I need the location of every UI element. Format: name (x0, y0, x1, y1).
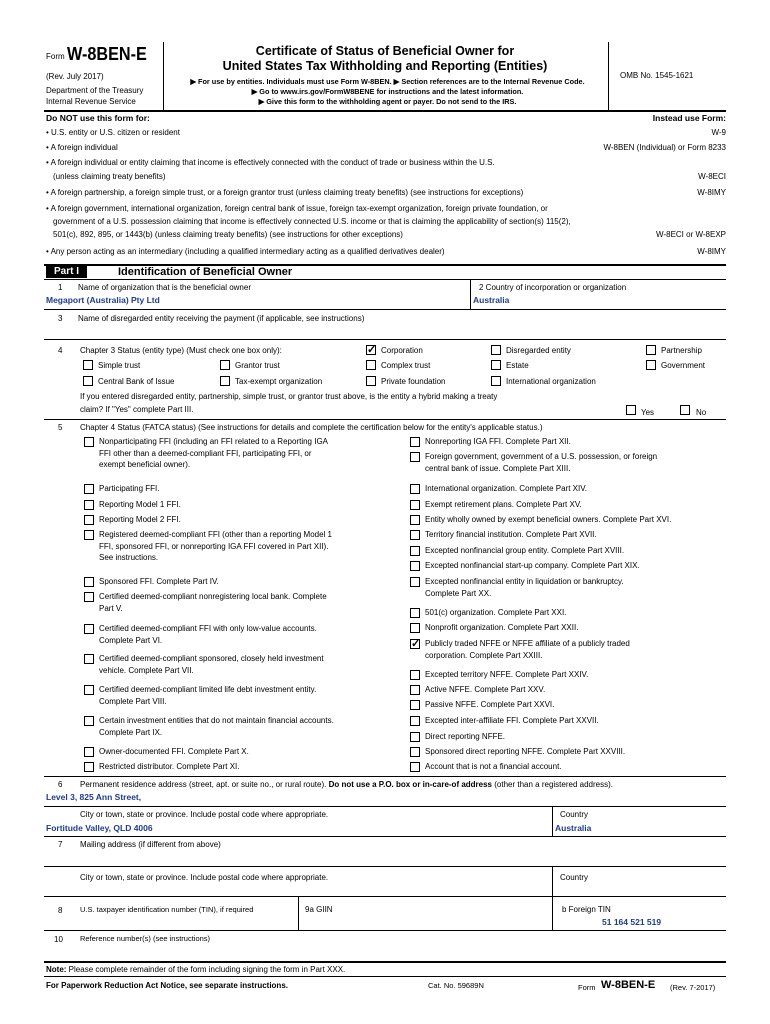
line-6-number: 6 (58, 780, 63, 789)
alternative-form: W-8IMY (697, 188, 726, 197)
chapter-4-option-label: Certified deemed-compliant limited life debt investment entity. (99, 685, 317, 694)
do-not-use-item: • Any person acting as an intermediary (including a qualified intermediary acting as a qualified derivatives dealer) (46, 247, 445, 256)
chapter-4-checkbox[interactable] (410, 685, 420, 695)
chapter-4-option-label: Foreign government, government of a U.S. possession, or foreign (425, 452, 658, 461)
chapter-4-option-label: Complete Part VI. (99, 635, 163, 645)
chapter-4-option-label: Territory financial institution. Complete Part XVII. (425, 530, 597, 539)
chapter-4-option-label: exempt beneficial owner). (99, 460, 191, 469)
line-6-label: Permanent residence address (street, apt. or suite no., or rural route). Do not use a P.O. box or in-care-of address (other than a registered address). (80, 780, 613, 789)
chapter-4-checkbox[interactable] (410, 747, 420, 757)
chapter-3-option-label: Tax-exempt organization (235, 377, 323, 386)
chapter-4-option-label: Part V. (99, 603, 123, 613)
chapter-4-checkbox[interactable] (84, 762, 94, 772)
do-not-use-item: government of a U.S. possession claiming that income is effectively connected U.S. income or that is claiming the applicability of section(s) 115(2), (53, 217, 571, 226)
chapter-4-option-label: FFI other than a deemed-compliant FFI, participating FFI, or (99, 448, 312, 458)
alternative-form: W-8BEN (Individual) or Form 8233 (603, 143, 726, 152)
line-4-label: Chapter 3 Status (entity type) (Must check one box only): (80, 346, 282, 355)
completion-note: Note: Please complete remainder of the form including signing the form in Part XXX. (46, 965, 346, 974)
line-3-number: 3 (58, 314, 63, 323)
permanent-address-field[interactable]: Level 3, 825 Ann Street, (46, 792, 142, 802)
city-field[interactable]: Fortitude Valley, QLD 4006 (46, 823, 153, 833)
chapter-4-option-label: Reporting Model 2 FFI. (99, 515, 181, 524)
chapter-4-checkbox[interactable] (84, 747, 94, 757)
chapter-4-option-label: See instructions. (99, 553, 159, 562)
chapter-3-option-label: Corporation (381, 346, 423, 355)
hybrid-yes-label: Yes (641, 408, 655, 417)
chapter-3-checkbox[interactable] (491, 360, 501, 370)
chapter-4-option-label: corporation. Complete Part XXIII. (425, 650, 543, 660)
chapter-4-checkbox[interactable] (410, 484, 420, 494)
chapter-4-checkbox[interactable] (84, 484, 94, 494)
form-label: Form (46, 52, 65, 61)
hybrid-no-checkbox[interactable] (680, 405, 690, 415)
part-title: Identification of Beneficial Owner (118, 266, 293, 278)
chapter-4-option-label: vehicle. Complete Part VII. (99, 665, 194, 675)
country-label: Country (560, 810, 589, 819)
instead-use-heading: Instead use Form: (652, 113, 726, 123)
chapter-3-checkbox[interactable] (491, 345, 501, 355)
chapter-4-option-label: Restricted distributor. Complete Part XI. (99, 762, 240, 771)
chapter-4-checkbox[interactable] (410, 639, 420, 649)
line-8-number: 8 (58, 906, 63, 915)
chapter-3-checkbox[interactable] (366, 376, 376, 386)
chapter-4-option-label: Owner-documented FFI. Complete Part X. (99, 747, 249, 756)
chapter-4-checkbox[interactable] (410, 530, 420, 540)
chapter-4-checkbox[interactable] (84, 654, 94, 664)
chapter-4-option-label: Reporting Model 1 FFI. (99, 500, 181, 509)
chapter-4-option-label: Complete Part XX. (425, 588, 492, 598)
foreign-tin-field[interactable]: 51 164 521 519 (602, 917, 662, 927)
chapter-3-option-label: Central Bank of Issue (98, 377, 175, 386)
chapter-4-option-label: Nonreporting IGA FFI. Complete Part XII. (425, 437, 571, 446)
chapter-4-checkbox[interactable] (84, 500, 94, 510)
chapter-3-option-label: Grantor trust (235, 361, 280, 370)
do-not-use-item: (unless claiming treaty benefits) (53, 172, 166, 181)
chapter-4-option-label: Excepted nonfinancial entity in liquidation or bankruptcy. (425, 577, 624, 586)
do-not-use-item: • A foreign individual (46, 143, 118, 152)
chapter-4-option-label: International organization. Complete Part XIV. (425, 484, 588, 493)
chapter-4-checkbox[interactable] (410, 515, 420, 525)
catalog-number: Cat. No. 59689N (428, 981, 484, 990)
chapter-4-checkbox[interactable] (84, 624, 94, 634)
chapter-4-option-label: Participating FFI. (99, 484, 160, 493)
chapter-4-checkbox[interactable] (410, 546, 420, 556)
chapter-4-option-label: Excepted territory NFFE. Complete Part XXIV. (425, 670, 589, 679)
chapter-4-option-label: Account that is not a financial account. (425, 762, 562, 771)
chapter-4-option-label: Nonparticipating FFI (including an FFI related to a Reporting IGA (99, 437, 328, 446)
chapter-3-checkbox[interactable] (491, 376, 501, 386)
line-1-number: 1 (58, 283, 63, 292)
form-number: W-8BEN-E (67, 44, 147, 64)
hybrid-question-line-1: If you entered disregarded entity, partnership, simple trust, or grantor trust above, is the entity a hybrid making a treaty (80, 392, 498, 401)
organization-name-field[interactable]: Megaport (Australia) Pty Ltd (46, 295, 160, 305)
line-1-label: Name of organization that is the beneficial owner (78, 283, 251, 292)
do-not-use-item: • U.S. entity or U.S. citizen or resident (46, 128, 180, 137)
department-name: Department of the Treasury (46, 86, 144, 95)
footer-form-number: W-8BEN-E (601, 979, 656, 991)
chapter-4-checkbox[interactable] (410, 762, 420, 772)
do-not-use-heading: Do NOT use this form for: (46, 113, 150, 123)
chapter-3-option-label: Estate (506, 361, 529, 370)
chapter-4-option-label: Excepted inter-affiliate FFI. Complete Part XXVII. (425, 716, 599, 725)
chapter-4-option-label: Certified deemed-compliant nonregistering local bank. Complete (99, 592, 327, 601)
chapter-4-option-label: Registered deemed-compliant FFI (other than a reporting Model 1 (99, 530, 333, 539)
do-not-use-item: • A foreign partnership, a foreign simple trust, or a foreign grantor trust (unless claiming treaty benefits) (see instructions for exceptions) (46, 188, 524, 197)
do-not-use-item: • A foreign individual or entity claiming that income is effectively connected with the conduct of trade or business within the U.S. (46, 158, 495, 167)
chapter-4-option-label: Exempt retirement plans. Complete Part XV. (425, 500, 582, 509)
chapter-3-option-label: Partnership (661, 346, 702, 355)
line-4-number: 4 (58, 346, 63, 355)
chapter-4-checkbox[interactable] (84, 592, 94, 602)
instructions-link-note: ▶ Go to www.irs.gov/FormW8BENE for instructions and the latest information. (251, 87, 524, 96)
chapter-4-option-label: Passive NFFE. Complete Part XXVI. (425, 700, 555, 709)
chapter-3-checkbox[interactable] (83, 376, 93, 386)
form-title-line-2: United States Tax Withholding and Reporting (Entities) (222, 59, 548, 73)
hybrid-no-label: No (696, 408, 707, 417)
chapter-4-checkbox[interactable] (410, 732, 420, 742)
chapter-3-checkbox[interactable] (366, 345, 376, 355)
chapter-4-option-label: Certified deemed-compliant sponsored, closely held investment (99, 654, 324, 663)
chapter-4-option-label: Nonprofit organization. Complete Part XXII. (425, 623, 579, 632)
revision-date: (Rev. July 2017) (46, 72, 104, 81)
omb-number: OMB No. 1545-1621 (620, 71, 694, 80)
chapter-4-checkbox[interactable] (84, 577, 94, 587)
usage-note: ▶ For use by entities. Individuals must use Form W-8BEN. ▶ Section references are to the Internal Revenue Code. (190, 77, 585, 86)
chapter-4-checkbox[interactable] (410, 561, 420, 571)
do-not-use-item: 501(c), 892, 895, or 1443(b) (unless claiming treaty benefits) (see instructions for other exceptions) (53, 230, 403, 239)
chapter-4-option-label: Sponsored direct reporting NFFE. Complete Part XXVIII. (425, 747, 626, 756)
line-10-number: 10 (54, 935, 63, 944)
chapter-3-checkbox[interactable] (366, 360, 376, 370)
do-not-use-item: • A foreign government, international organization, foreign central bank of issue, foreign tax-exempt organization, foreign private foundation, or (46, 204, 548, 213)
chapter-4-option-label: Publicly traded NFFE or NFFE affiliate of a publicly traded (425, 639, 630, 648)
chapter-4-option-label: Direct reporting NFFE. (425, 732, 506, 741)
chapter-4-option-label: Excepted nonfinancial start-up company. Complete Part XIX. (425, 561, 640, 570)
mailing-city-label: City or town, state or province. Include postal code where appropriate. (80, 873, 329, 882)
chapter-3-option-label: Government (661, 361, 706, 370)
chapter-4-option-label: Entity wholly owned by exempt beneficial owners. Complete Part XVI. (425, 515, 672, 524)
chapter-4-option-label: FFI, sponsored FFI, or nonreporting IGA FFI covered in Part XII). (99, 541, 329, 551)
line-8-label: U.S. taxpayer identification number (TIN), if required (80, 905, 254, 914)
chapter-4-checkbox[interactable] (84, 685, 94, 695)
line-9a-label: 9a GIIN (305, 905, 333, 914)
chapter-3-option-label: Private foundation (381, 377, 446, 386)
line-2-label: 2 Country of incorporation or organization (479, 283, 627, 292)
hybrid-yes-checkbox[interactable] (626, 405, 636, 415)
chapter-4-option-label: central bank of issue. Complete Part XIII. (425, 463, 571, 473)
chapter-4-checkbox[interactable] (410, 623, 420, 633)
chapter-4-option-label: 501(c) organization. Complete Part XXI. (425, 608, 567, 617)
chapter-3-option-label: Simple trust (98, 361, 141, 370)
country-field[interactable]: Australia (555, 823, 592, 833)
footer-form-label: Form (578, 983, 596, 992)
form-title-line-1: Certificate of Status of Beneficial Owner for (255, 44, 515, 58)
chapter-4-option-label: Sponsored FFI. Complete Part IV. (99, 577, 219, 586)
line-5-number: 5 (58, 423, 63, 432)
chapter-3-option-label: International organization (506, 377, 596, 386)
paperwork-notice: For Paperwork Reduction Act Notice, see separate instructions. (46, 981, 288, 990)
alternative-form: W-8IMY (697, 247, 726, 256)
chapter-4-option-label: Certified deemed-compliant FFI with only low-value accounts. (99, 624, 317, 633)
chapter-4-option-label: Excepted nonfinancial group entity. Complete Part XVIII. (425, 546, 625, 555)
chapter-4-option-label: Complete Part VIII. (99, 696, 167, 706)
chapter-4-option-label: Certain investment entities that do not maintain financial accounts. (99, 716, 334, 725)
line-10-label: Reference number(s) (see instructions) (80, 934, 211, 943)
hybrid-question-line-2: claim? If "Yes" complete Part III. (80, 405, 194, 414)
line-5-label: Chapter 4 Status (FATCA status) (See instructions for details and complete the certification below for the entity's applicable status.) (80, 423, 543, 432)
agency-name: Internal Revenue Service (46, 97, 136, 106)
chapter-4-checkbox[interactable] (410, 437, 420, 447)
line-7-label: Mailing address (if different from above) (80, 840, 221, 849)
city-label: City or town, state or province. Include postal code where appropriate. (80, 810, 329, 819)
chapter-3-option-label: Complex trust (381, 361, 431, 370)
submission-note: ▶ Give this form to the withholding agent or payer. Do not send to the IRS. (258, 97, 517, 106)
mailing-country-label: Country (560, 873, 589, 882)
alternative-form: W-8ECI or W-8EXP (656, 230, 726, 239)
chapter-4-checkbox[interactable] (410, 716, 420, 726)
line-7-number: 7 (58, 840, 63, 849)
chapter-4-checkbox[interactable] (84, 530, 94, 540)
chapter-4-checkbox[interactable] (410, 700, 420, 710)
chapter-4-option-label: Complete Part IX. (99, 727, 163, 737)
chapter-4-option-label: Active NFFE. Complete Part XXV. (425, 685, 546, 694)
line-3-label: Name of disregarded entity receiving the payment (if applicable, see instructions) (78, 314, 365, 323)
chapter-4-checkbox[interactable] (84, 515, 94, 525)
chapter-3-checkbox[interactable] (646, 360, 656, 370)
part-tag: Part I (46, 265, 87, 278)
chapter-3-checkbox[interactable] (220, 376, 230, 386)
chapter-4-checkbox[interactable] (410, 452, 420, 462)
footer-revision: (Rev. 7-2017) (670, 983, 716, 992)
alternative-form: W-9 (711, 128, 726, 137)
chapter-4-checkbox[interactable] (84, 716, 94, 726)
line-9b-label: b Foreign TIN (562, 905, 611, 914)
chapter-3-checkbox[interactable] (220, 360, 230, 370)
chapter-3-checkbox[interactable] (83, 360, 93, 370)
chapter-4-checkbox[interactable] (410, 670, 420, 680)
country-of-incorporation-field[interactable]: Australia (473, 295, 510, 305)
alternative-form: W-8ECI (698, 172, 726, 181)
chapter-4-checkbox[interactable] (410, 500, 420, 510)
chapter-4-checkbox[interactable] (410, 608, 420, 618)
chapter-3-option-label: Disregarded entity (506, 346, 571, 355)
chapter-3-checkbox[interactable] (646, 345, 656, 355)
chapter-4-checkbox[interactable] (84, 437, 94, 447)
chapter-4-checkbox[interactable] (410, 577, 420, 587)
